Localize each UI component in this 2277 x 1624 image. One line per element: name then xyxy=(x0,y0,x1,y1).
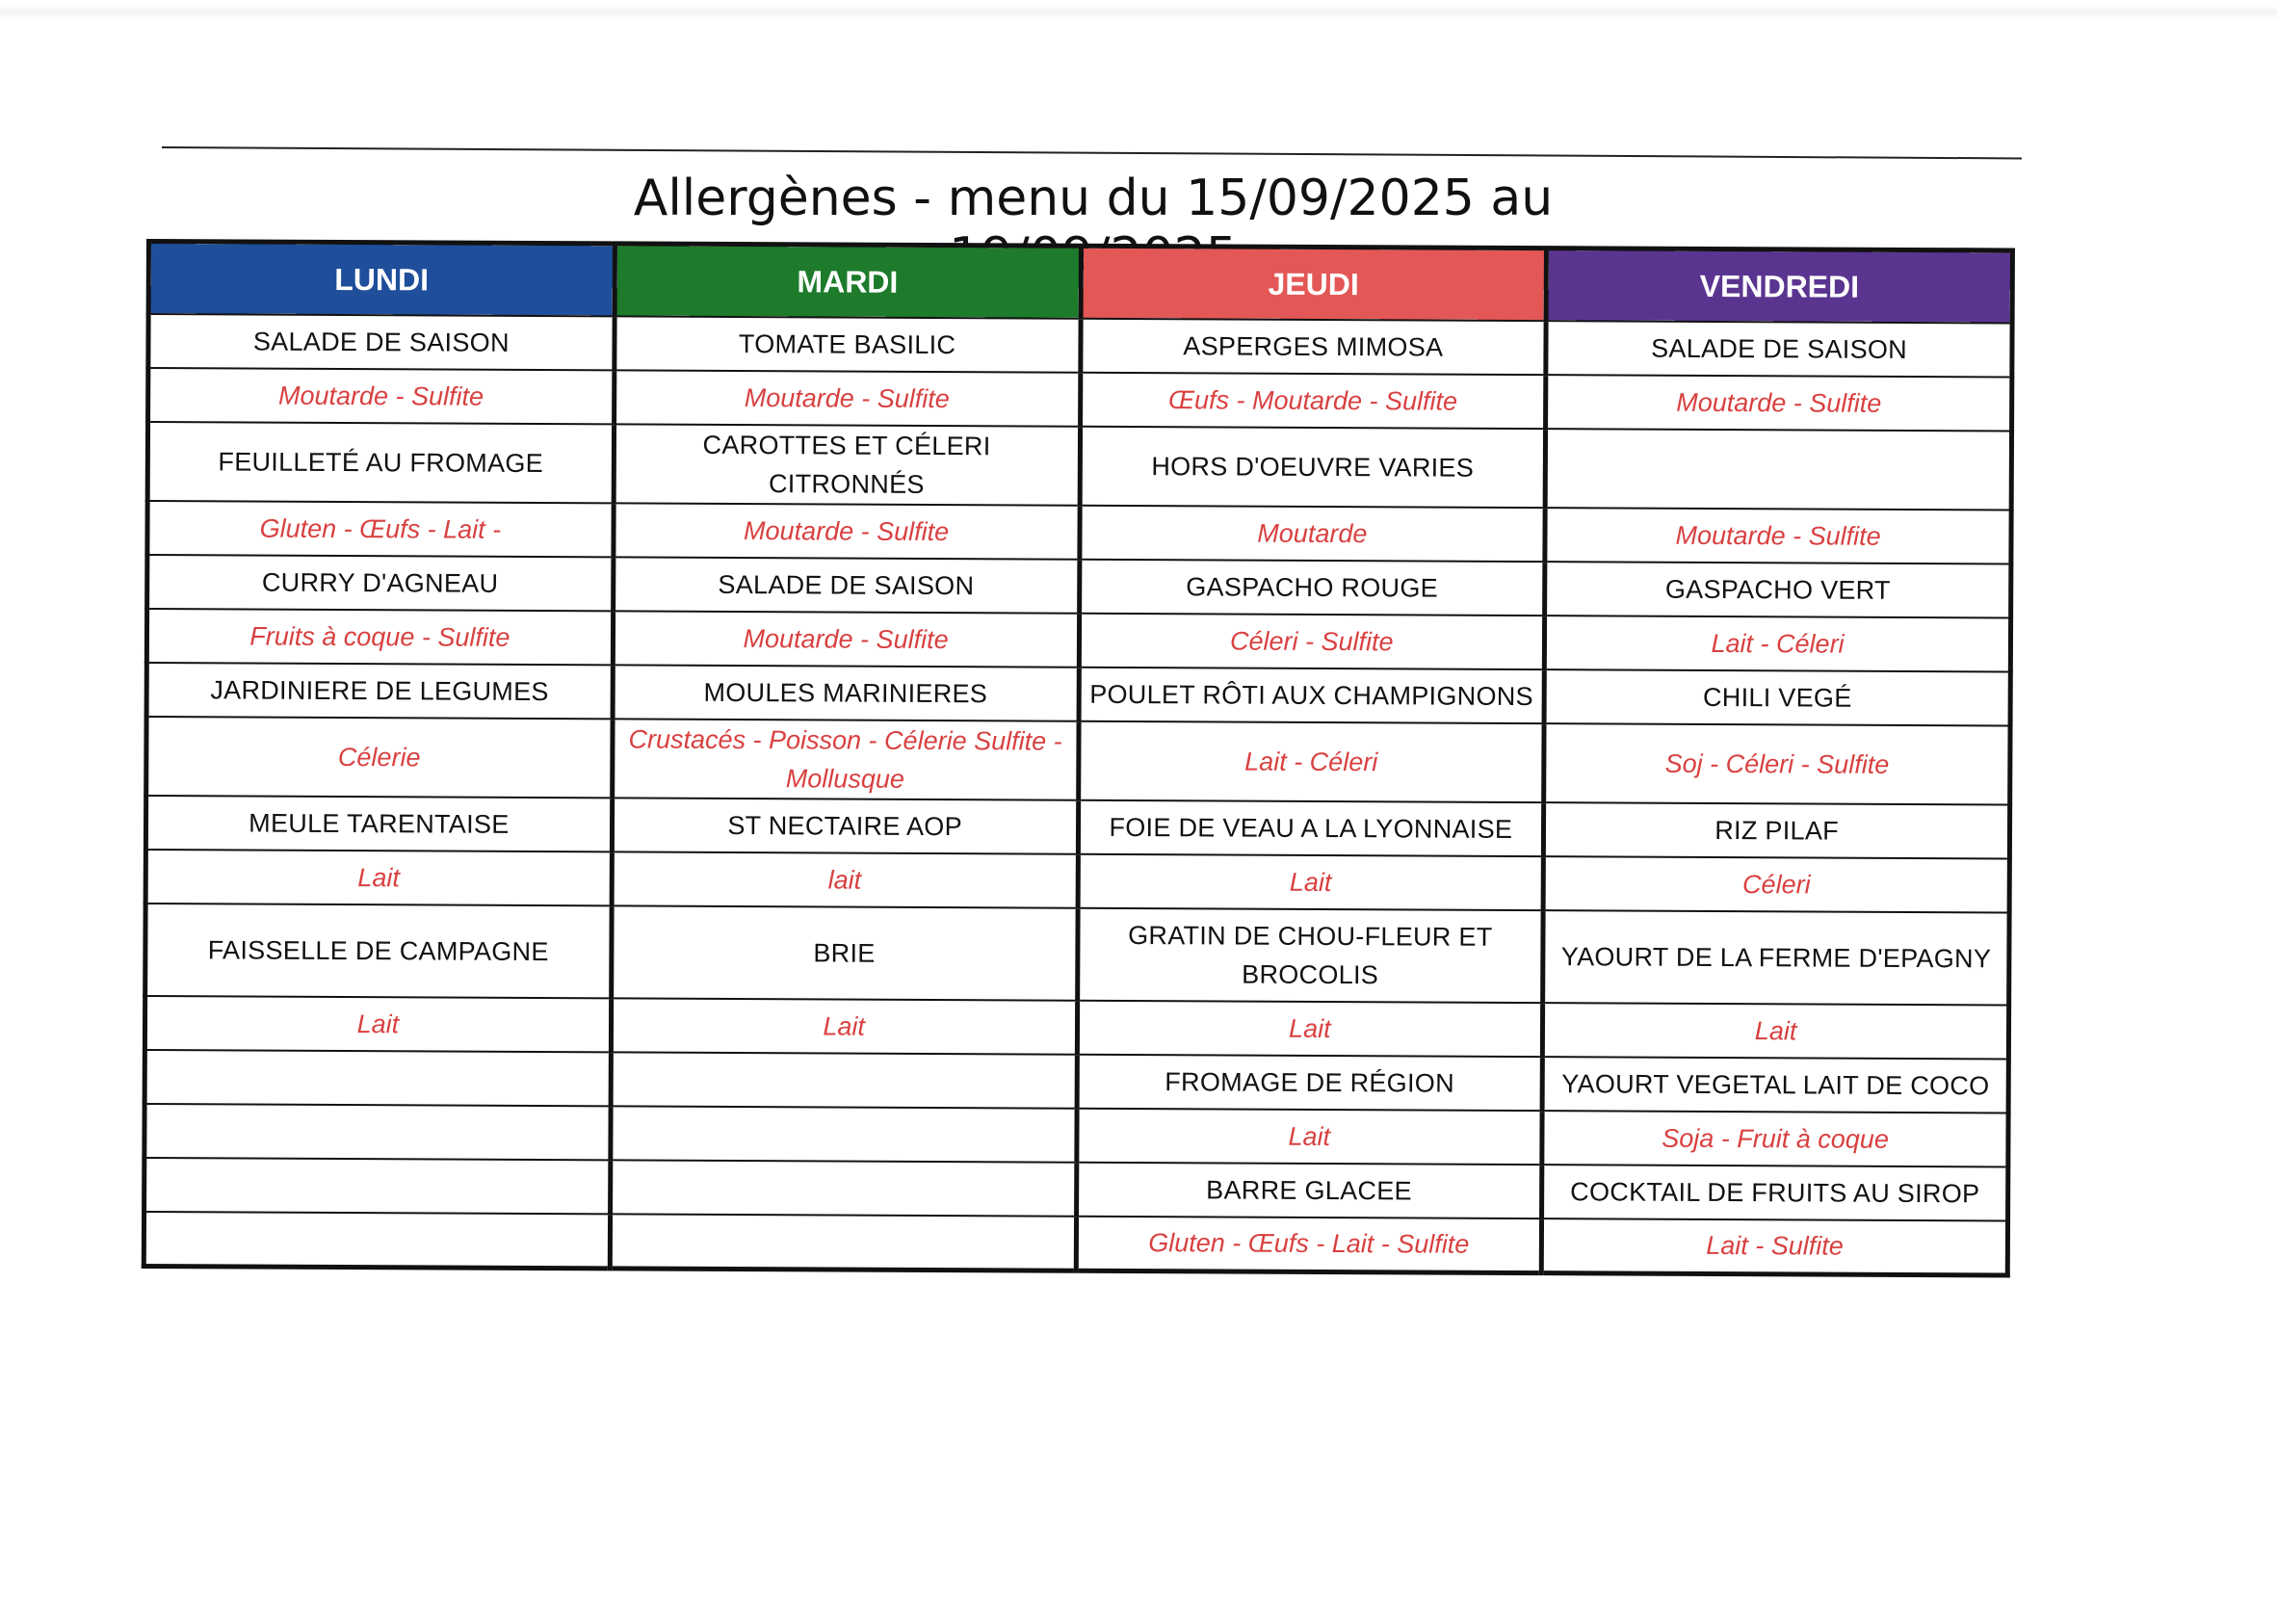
allergen-cell-jeudi xyxy=(1080,373,1546,429)
dish-name: POULET RÔTI AUX CHAMPIGNONS xyxy=(1089,679,1533,712)
dish-name: GASPACHO VERT xyxy=(1664,574,1891,605)
allergen-list: Lait xyxy=(1754,1016,1797,1046)
allergen-cell-jeudi xyxy=(1079,614,1545,669)
allergen-list: Lait - Sulfite xyxy=(1706,1231,1844,1261)
dish-row xyxy=(147,422,2011,510)
column-header-mardi: MARDI xyxy=(615,244,1081,319)
allergen-list: Lait xyxy=(356,1009,400,1039)
allergen-cell-vendredi xyxy=(1545,616,2011,671)
dish-name: CURRY D'AGNEAU xyxy=(261,567,499,598)
allergen-list: lait xyxy=(827,865,862,895)
dish-name: JARDINIERE DE LEGUMES xyxy=(210,675,549,707)
dish-name: SALADE DE SAISON xyxy=(718,569,975,601)
dish-cell-lundi xyxy=(148,314,615,370)
dish-cell-lundi xyxy=(145,796,612,851)
dish-cell-mardi xyxy=(610,1160,1076,1216)
dish-name: BARRE GLACEE xyxy=(1206,1175,1412,1206)
allergen-cell-mardi xyxy=(610,1214,1076,1270)
dish-name: ST NECTAIRE AOP xyxy=(727,810,963,842)
dish-cell-jeudi xyxy=(1077,908,1543,1003)
allergen-cell-lundi xyxy=(147,501,614,557)
allergen-list: Lait - Céleri xyxy=(1711,628,1845,659)
allergen-row xyxy=(146,609,2010,671)
dish-cell-vendredi xyxy=(1546,321,2012,377)
allergen-list: Lait xyxy=(1289,1013,1331,1044)
allergen-cell-jeudi xyxy=(1079,506,1545,562)
column-header-lundi: LUNDI xyxy=(148,242,615,317)
dish-name: ASPERGES MIMOSA xyxy=(1183,331,1444,362)
allergen-row xyxy=(145,850,2009,912)
allergen-cell-lundi xyxy=(145,850,612,905)
allergen-row xyxy=(144,996,2008,1059)
allergen-row xyxy=(144,1212,2007,1274)
dish-cell-jeudi xyxy=(1078,800,1544,856)
dish-cell-mardi xyxy=(612,798,1078,853)
dish-cell-vendredi xyxy=(1543,910,2009,1005)
dish-name: RIZ PILAF xyxy=(1714,815,1840,846)
column-header-jeudi: JEUDI xyxy=(1081,246,1547,321)
dish-name: YAOURT VEGETAL LAIT DE COCO xyxy=(1561,1069,1990,1101)
allergen-cell-vendredi xyxy=(1543,856,2009,912)
allergen-cell-lundi xyxy=(144,1104,611,1160)
table-body xyxy=(144,314,2012,1274)
allergen-list: Moutarde - Sulfite xyxy=(744,516,950,547)
dish-name: CHILI VEGÉ xyxy=(1702,682,1852,713)
allergen-cell-vendredi xyxy=(1542,1218,2008,1274)
dish-cell-jeudi xyxy=(1076,1163,1542,1218)
scan-edge xyxy=(0,6,2277,19)
allergen-list: Céleri xyxy=(1742,870,1811,900)
allergen-cell-vendredi xyxy=(1544,723,2010,804)
table-header-row xyxy=(148,242,2012,324)
allergen-list: Gluten - Œufs - Lait - xyxy=(259,513,502,544)
dish-cell-mardi xyxy=(611,1052,1077,1108)
allergen-row xyxy=(146,717,2010,804)
top-rule xyxy=(162,146,2022,159)
allergen-cell-lundi xyxy=(144,996,611,1052)
allergen-cell-lundi xyxy=(146,717,613,798)
allergen-cell-mardi xyxy=(613,611,1079,667)
dish-cell-jeudi xyxy=(1080,427,1546,508)
dish-name: FAISSELLE DE CAMPAGNE xyxy=(207,935,549,967)
allergen-cell-jeudi xyxy=(1078,854,1544,910)
dish-name: SALADE DE SAISON xyxy=(1651,333,1908,364)
dish-name: FROMAGE DE RÉGION xyxy=(1165,1067,1454,1098)
allergen-list: Soj - Céleri - Sulfite xyxy=(1664,748,1890,779)
dish-cell-lundi xyxy=(144,1158,611,1214)
dish-cell-jeudi xyxy=(1077,1055,1543,1111)
allergen-list: Moutarde - Sulfite xyxy=(744,383,950,414)
allergen-list: Lait - Céleri xyxy=(1244,747,1378,777)
allergen-menu-table xyxy=(142,239,2015,1277)
allergen-cell-mardi xyxy=(612,851,1078,907)
allergen-cell-vendredi xyxy=(1545,508,2011,563)
allergen-cell-vendredi xyxy=(1542,1111,2008,1166)
dish-name: COCKTAIL DE FRUITS AU SIROP xyxy=(1570,1177,1980,1209)
allergen-cell-mardi xyxy=(614,370,1080,426)
allergen-list: Crustacés - Poisson - Célerie Sulfite - Mollusque xyxy=(628,724,1062,794)
dish-name: FEUILLETÉ AU FROMAGE xyxy=(218,447,544,479)
dish-cell-mardi xyxy=(611,905,1077,1000)
dish-cell-mardi xyxy=(615,316,1081,372)
allergen-list: Gluten - Œufs - Lait - Sulfite xyxy=(1148,1228,1470,1259)
allergen-cell-lundi xyxy=(146,609,613,665)
allergen-cell-lundi xyxy=(144,1212,610,1268)
dish-cell-vendredi xyxy=(1544,802,2010,858)
dish-cell-jeudi xyxy=(1080,319,1546,375)
dish-cell-vendredi xyxy=(1544,669,2010,725)
allergen-cell-mardi xyxy=(611,998,1077,1054)
dish-row xyxy=(144,1050,2008,1113)
dish-cell-lundi xyxy=(147,555,614,611)
allergen-cell-jeudi xyxy=(1077,1001,1543,1057)
allergen-cell-mardi xyxy=(614,503,1080,559)
dish-row xyxy=(146,663,2010,725)
page-title: Allergènes - menu du 15/09/2025 au xyxy=(633,170,1554,227)
allergen-list: Lait xyxy=(1288,1121,1331,1152)
dish-cell-mardi xyxy=(614,424,1080,505)
allergen-list: Fruits à coque - Sulfite xyxy=(249,621,510,652)
dish-cell-mardi xyxy=(613,665,1079,720)
dish-cell-vendredi xyxy=(1545,562,2011,617)
allergen-list: Lait xyxy=(823,1011,865,1041)
dish-name: TOMATE BASILIC xyxy=(738,329,956,360)
allergen-list: Moutarde - Sulfite xyxy=(1675,520,1881,551)
allergen-list: Célerie xyxy=(337,742,421,773)
allergen-cell-jeudi xyxy=(1076,1217,1542,1272)
allergen-list: Céleri - Sulfite xyxy=(1229,626,1394,657)
allergen-list: Soja - Fruit à coque xyxy=(1662,1123,1889,1154)
dish-name: FOIE DE VEAU A LA LYONNAISE xyxy=(1109,812,1513,844)
dish-row xyxy=(148,314,2012,377)
allergen-row xyxy=(144,1104,2008,1166)
dish-row xyxy=(144,1158,2008,1220)
allergen-list: Œufs - Moutarde - Sulfite xyxy=(1167,385,1458,416)
allergen-cell-vendredi xyxy=(1543,1003,2009,1059)
dish-name: BRIE xyxy=(813,938,876,968)
dish-cell-lundi xyxy=(147,422,614,503)
allergen-cell-mardi xyxy=(611,1106,1077,1162)
allergen-row xyxy=(147,501,2011,563)
dish-name: MEULE TARENTAISE xyxy=(249,808,510,839)
dish-cell-lundi xyxy=(145,904,612,998)
allergen-list: Lait xyxy=(1289,867,1332,898)
allergen-list: Lait xyxy=(357,863,400,893)
dish-name: GASPACHO ROUGE xyxy=(1186,572,1439,603)
dish-name: YAOURT DE LA FERME D'EPAGNY xyxy=(1560,942,1992,974)
column-header-vendredi: VENDREDI xyxy=(1546,249,2012,324)
dish-cell-lundi xyxy=(144,1050,611,1106)
allergen-list: Moutarde xyxy=(1257,518,1368,549)
dish-cell-lundi xyxy=(146,663,613,719)
dish-name: GRATIN DE CHOU-FLEUR ET BROCOLIS xyxy=(1128,920,1493,990)
dish-row xyxy=(145,796,2009,858)
dish-cell-mardi xyxy=(613,557,1079,613)
dish-cell-jeudi xyxy=(1079,560,1545,616)
dish-row xyxy=(145,904,2009,1005)
allergen-cell-jeudi xyxy=(1078,721,1544,802)
dish-cell-jeudi xyxy=(1079,668,1545,723)
dish-row xyxy=(147,555,2011,617)
dish-cell-vendredi xyxy=(1545,429,2011,510)
dish-name: SALADE DE SAISON xyxy=(252,327,510,357)
allergen-cell-lundi xyxy=(148,368,615,424)
allergen-cell-mardi xyxy=(612,719,1078,799)
dish-cell-vendredi xyxy=(1542,1057,2008,1113)
dish-name: HORS D'OEUVRE VARIES xyxy=(1151,452,1475,483)
allergen-cell-vendredi xyxy=(1546,375,2012,431)
allergen-row xyxy=(148,368,2012,431)
dish-cell-vendredi xyxy=(1542,1165,2008,1220)
allergen-list: Moutarde - Sulfite xyxy=(277,380,484,411)
allergen-list: Moutarde - Sulfite xyxy=(743,624,949,655)
allergen-cell-jeudi xyxy=(1076,1109,1542,1165)
dish-name: MOULES MARINIERES xyxy=(703,677,988,709)
allergen-list: Moutarde - Sulfite xyxy=(1676,387,1882,418)
dish-name: CAROTTES ET CÉLERI CITRONNÉS xyxy=(702,430,991,499)
